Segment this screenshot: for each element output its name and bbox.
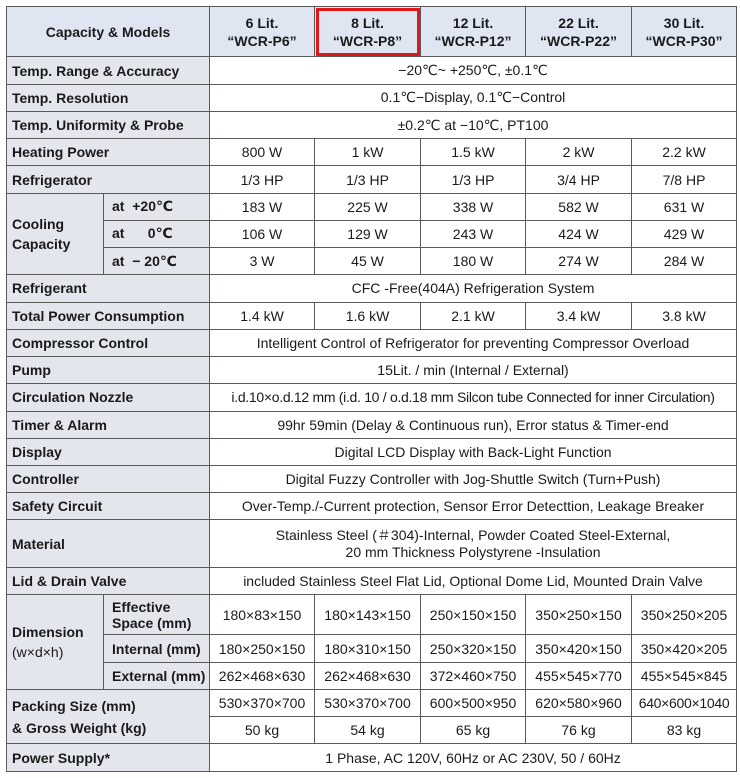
sub-label: at +20℃ <box>104 193 210 220</box>
cell: 180 W <box>421 248 526 275</box>
cell: 640×600×1040 <box>632 689 737 716</box>
row-label: Safety Circuit <box>7 493 210 520</box>
table-row <box>7 329 737 356</box>
cell: 530×370×700 <box>210 689 315 716</box>
sub-label: at 0℃ <box>104 220 210 247</box>
cell: 620×580×960 <box>526 689 632 716</box>
cell: 180×83×150 <box>210 595 315 635</box>
cell: 424 W <box>526 220 632 247</box>
row-label: Temp. Uniformity & Probe <box>7 111 210 138</box>
dimension-label-line-2: (w×d×h) <box>12 644 64 660</box>
cell: 7/8 HP <box>632 166 737 193</box>
row-label: Cooling Capacity <box>7 193 104 275</box>
cell: 129 W <box>315 220 421 247</box>
row-value: Digital LCD Display with Back-Light Function <box>210 438 737 465</box>
cell: 180×143×150 <box>315 595 421 635</box>
cell: 284 W <box>632 248 737 275</box>
row-value: CFC -Free(404A) Refrigeration System <box>210 275 737 302</box>
table-row <box>7 567 737 594</box>
model-code: “WCR-P12” <box>434 32 512 49</box>
cell: 3.8 kW <box>632 302 737 329</box>
model-lit: 30 Lit. <box>663 14 705 31</box>
cell: 250×150×150 <box>421 595 526 635</box>
model-lit: 22 Lit. <box>558 14 599 31</box>
table-row <box>7 635 737 662</box>
material-line-2: 20 mm Thickness Polystyrene -Insulation <box>345 543 601 560</box>
row-label: Refrigerator <box>7 166 210 193</box>
table-row <box>7 248 737 275</box>
row-label: Total Power Consumption <box>7 302 210 329</box>
cell: 372×460×750 <box>421 662 526 689</box>
row-label: Heating Power <box>7 139 210 166</box>
model-header-30 <box>632 7 737 57</box>
row-label: Timer & Alarm <box>7 411 210 438</box>
cell: 243 W <box>421 220 526 247</box>
model-lit: 12 Lit. <box>452 14 494 31</box>
cell: 183 W <box>210 193 315 220</box>
row-value: included Stainless Steel Flat Lid, Optional Dome Lid, Mounted Drain Valve <box>210 567 737 594</box>
row-label: Controller <box>7 465 210 492</box>
cell: 54 kg <box>315 717 421 744</box>
cell: 83 kg <box>632 717 737 744</box>
table-row <box>7 139 737 166</box>
row-value: 1 Phase, AC 120V, 60Hz or AC 230V, 50 / 60Hz <box>210 744 737 772</box>
model-header-8-highlighted <box>315 7 421 57</box>
table-row <box>7 689 737 716</box>
cell: 631 W <box>632 193 737 220</box>
model-code: “WCR-P22” <box>540 32 618 49</box>
cell: 262×468×630 <box>210 662 315 689</box>
table-row <box>7 384 737 411</box>
sub-label <box>104 595 210 635</box>
model-lit: 8 Lit. <box>351 14 384 31</box>
table-row <box>7 193 737 220</box>
table-row <box>7 662 737 689</box>
cell: 250×320×150 <box>421 635 526 662</box>
model-code: “WCR-P6” <box>227 32 297 49</box>
cell: 106 W <box>210 220 315 247</box>
cell: 455×545×770 <box>526 662 632 689</box>
row-value-multiline <box>210 520 737 567</box>
row-value: Intelligent Control of Refrigerator for preventing Compressor Overload <box>210 329 737 356</box>
cell: 3 W <box>210 248 315 275</box>
cell: 350×250×150 <box>526 595 632 635</box>
table-row <box>7 493 737 520</box>
cell: 455×545×845 <box>632 662 737 689</box>
cell: 350×420×150 <box>526 635 632 662</box>
table-row <box>7 595 737 635</box>
table-row <box>7 357 737 384</box>
cell: 262×468×630 <box>315 662 421 689</box>
packing-label-line-1: Packing Size (mm) <box>12 697 136 714</box>
model-header-6 <box>210 7 315 57</box>
row-label: Display <box>7 438 210 465</box>
table-row <box>7 166 737 193</box>
row-label: Power Supply* <box>7 744 210 772</box>
model-code: “WCR-P8” <box>332 32 403 49</box>
cell: 65 kg <box>421 717 526 744</box>
cell: 2.1 kW <box>421 302 526 329</box>
table-row <box>7 84 737 111</box>
row-value: i.d.10×o.d.12 mm (i.d. 10 / o.d.18 mm Silcon tube Connected for inner Circulation) <box>210 384 737 411</box>
cell: 800 W <box>210 139 315 166</box>
table-row <box>7 275 737 302</box>
sub-label-line-1: Effective <box>112 598 171 615</box>
cell: 76 kg <box>526 717 632 744</box>
cell: 1.6 kW <box>315 302 421 329</box>
cell: 1 kW <box>315 139 421 166</box>
row-label <box>7 689 210 743</box>
material-line-1: Stainless Steel (＃304)-Internal, Powder Coated Steel-External, <box>275 526 671 543</box>
row-value: −20℃~ +250℃, ±0.1℃ <box>210 57 737 84</box>
cell: 180×250×150 <box>210 635 315 662</box>
cell: 50 kg <box>210 717 315 744</box>
header-label: Capacity & Models <box>7 7 210 57</box>
sub-label: at − 20℃ <box>104 248 210 275</box>
row-value: Digital Fuzzy Controller with Jog-Shuttle Switch (Turn+Push) <box>210 465 737 492</box>
table-row <box>7 57 737 84</box>
cell: 1.5 kW <box>421 139 526 166</box>
table-row <box>7 220 737 247</box>
cell: 3.4 kW <box>526 302 632 329</box>
cell: 1/3 HP <box>421 166 526 193</box>
cell: 180×310×150 <box>315 635 421 662</box>
packing-label-line-2: & Gross Weight (kg) <box>12 719 147 736</box>
model-header-22 <box>526 7 632 57</box>
row-value: ±0.2℃ at −10℃, PT100 <box>210 111 737 138</box>
row-value: Over-Temp./-Current protection, Sensor Error Detecttion, Leakage Breaker <box>210 493 737 520</box>
sub-label: Internal (mm) <box>104 635 210 662</box>
row-label: Compressor Control <box>7 329 210 356</box>
cell: 2.2 kW <box>632 139 737 166</box>
cell: 1/3 HP <box>210 166 315 193</box>
row-label: Temp. Resolution <box>7 84 210 111</box>
cell: 3/4 HP <box>526 166 632 193</box>
cell: 429 W <box>632 220 737 247</box>
row-label: Circulation Nozzle <box>7 384 210 411</box>
model-code: “WCR-P30” <box>645 32 723 49</box>
row-label <box>7 595 104 690</box>
cell: 1.4 kW <box>210 302 315 329</box>
model-header-12 <box>421 7 526 57</box>
row-value: 99hr 59min (Delay & Continuous run), Error status & Timer-end <box>210 411 737 438</box>
cell: 530×370×700 <box>315 689 421 716</box>
row-label: Pump <box>7 357 210 384</box>
table-row <box>7 111 737 138</box>
cell: 274 W <box>526 248 632 275</box>
dimension-label-line-1: Dimension <box>12 624 84 640</box>
table-row <box>7 465 737 492</box>
cell: 2 kW <box>526 139 632 166</box>
cell: 582 W <box>526 193 632 220</box>
cell: 350×250×205 <box>632 595 737 635</box>
row-value: 0.1℃−Display, 0.1℃−Control <box>210 84 737 111</box>
sub-label: External (mm) <box>104 662 210 689</box>
model-lit: 6 Lit. <box>245 14 279 31</box>
cell: 600×500×950 <box>421 689 526 716</box>
row-label: Refrigerant <box>7 275 210 302</box>
row-label: Lid & Drain Valve <box>7 567 210 594</box>
sub-label-line-2: Space (mm) <box>112 614 192 631</box>
spec-table <box>6 6 737 772</box>
row-label: Temp. Range & Accuracy <box>7 57 210 84</box>
table-row <box>7 744 737 772</box>
cell: 225 W <box>315 193 421 220</box>
cell: 338 W <box>421 193 526 220</box>
table-row <box>7 411 737 438</box>
table-row <box>7 520 737 567</box>
row-label: Material <box>7 520 210 567</box>
cell: 45 W <box>315 248 421 275</box>
cell: 350×420×205 <box>632 635 737 662</box>
table-row <box>7 302 737 329</box>
row-value: 15Lit. / min (Internal / External) <box>210 357 737 384</box>
cell: 1/3 HP <box>315 166 421 193</box>
table-row <box>7 438 737 465</box>
